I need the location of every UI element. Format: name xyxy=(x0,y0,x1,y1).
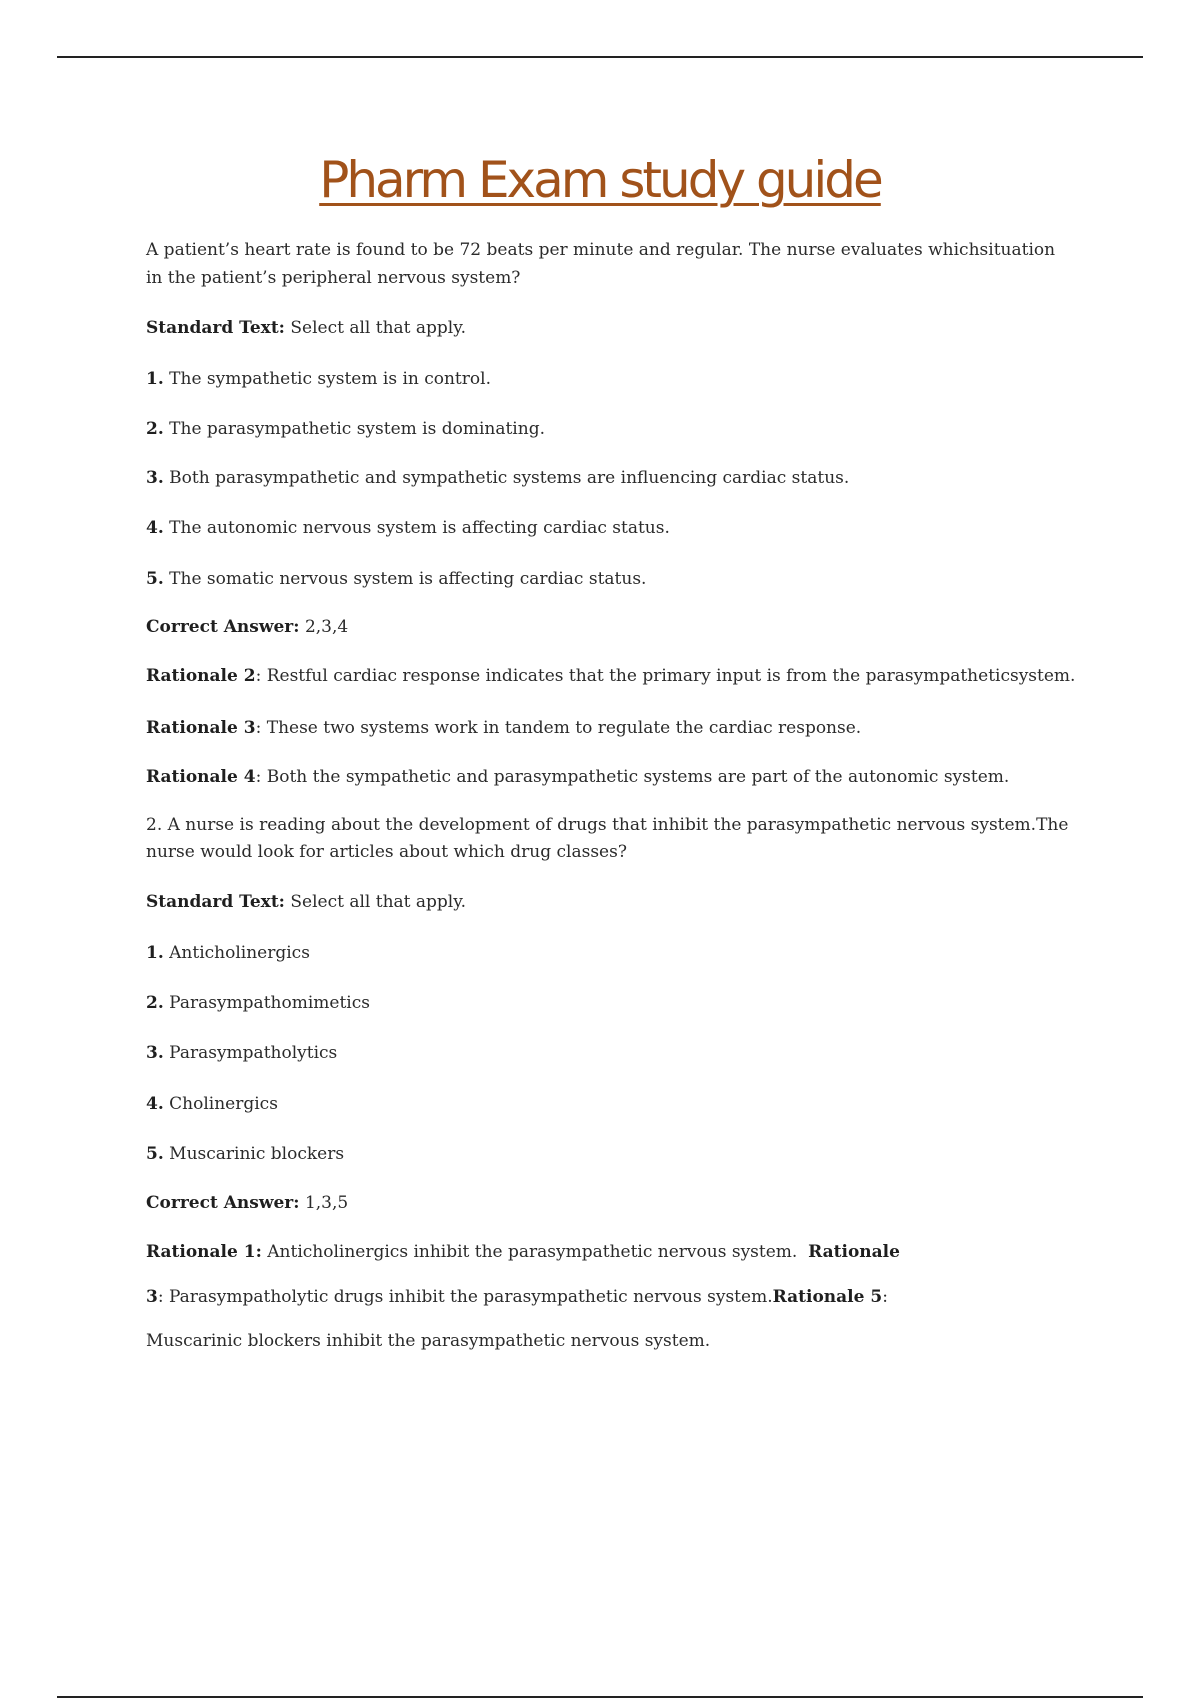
q2-rationale-3-label-end: 3 xyxy=(146,1287,158,1307)
q1-rationale-2-label: Rationale 2 xyxy=(146,666,256,686)
q2-standard-text xyxy=(146,888,1066,916)
q2-answer-value: 1,3,5 xyxy=(304,1193,349,1213)
q1-option-3-number: 3. xyxy=(146,468,164,488)
q2-rationale-5-label: Rationale 5 xyxy=(772,1287,883,1307)
question-2-stem-line-1: 2. A nurse is reading about the development of drugs that inhibit the parasympathetic nervous system.The xyxy=(146,815,1069,835)
q2-option-3 xyxy=(146,1039,1066,1067)
q2-rationale-5-colon: : xyxy=(882,1287,888,1307)
q1-rationale-4-label: Rationale 4 xyxy=(146,767,256,787)
q2-option-1 xyxy=(146,939,1066,967)
q2-rationale-1-label: Rationale 1: xyxy=(146,1242,262,1262)
q2-rationale-line-3: Muscarinic blockers inhibit the parasympathetic nervous system. xyxy=(146,1331,711,1351)
q2-rationale-3-label-start: Rationale xyxy=(808,1242,900,1262)
q1-answer-label: Correct Answer: xyxy=(146,617,300,637)
q2-option-4 xyxy=(146,1090,1066,1118)
top-rule xyxy=(57,56,1143,58)
q1-rationale-2-text: : Restful cardiac response indicates that the primary input is from the parasympatheticsystem. xyxy=(255,666,1076,686)
q1-option-4-text: The autonomic nervous system is affecting cardiac status. xyxy=(169,518,670,538)
question-1-stem: A patient’s heart rate is found to be 72 beats per minute and regular. The nurse evaluates whichsituation in the patient’s peripheral nervous system? xyxy=(146,240,1056,288)
q1-standard-text xyxy=(146,314,1066,342)
q2-answer-label: Correct Answer: xyxy=(146,1193,300,1213)
q2-option-1-number: 1. xyxy=(146,943,164,963)
q2-option-5-text: Muscarinic blockers xyxy=(169,1144,345,1164)
q2-option-3-text: Parasympatholytics xyxy=(169,1043,338,1063)
q1-rationale-3 xyxy=(146,714,1066,742)
q1-option-2-number: 2. xyxy=(146,419,164,439)
q1-rationale-4 xyxy=(146,763,1066,791)
question-2-stem-line-2: nurse would look for articles about which drug classes? xyxy=(146,842,627,862)
q2-correct-answer xyxy=(146,1189,1066,1217)
q2-rationale-1-text: Anticholinergics inhibit the parasympathetic nervous system. xyxy=(267,1242,798,1262)
q2-option-5-number: 5. xyxy=(146,1144,164,1164)
bottom-rule xyxy=(57,1696,1143,1698)
q2-option-5 xyxy=(146,1140,1066,1168)
q1-rationale-2 xyxy=(146,662,1076,690)
q1-option-2 xyxy=(146,415,1066,443)
q1-option-3-text: Both parasympathetic and sympathetic systems are influencing cardiac status. xyxy=(169,468,850,488)
q2-standard-value: Select all that apply. xyxy=(290,892,466,912)
q1-answer-value: 2,3,4 xyxy=(304,617,349,637)
q2-option-4-number: 4. xyxy=(146,1094,164,1114)
q1-option-4-number: 4. xyxy=(146,518,164,538)
q2-rationale-line-2 xyxy=(146,1283,1066,1311)
q1-rationale-4-text: : Both the sympathetic and parasympathetic systems are part of the autonomic system. xyxy=(255,767,1010,787)
q1-correct-answer xyxy=(146,613,1066,641)
q1-rationale-3-label: Rationale 3 xyxy=(146,718,256,738)
q2-rationale-3-text: : Parasympatholytic drugs inhibit the parasympathetic nervous system. xyxy=(157,1287,773,1307)
page-title: Pharm Exam study guide xyxy=(319,151,881,209)
q1-option-1-text: The sympathetic system is in control. xyxy=(169,369,491,389)
q1-option-1 xyxy=(146,365,1066,393)
q2-rationale-line-1 xyxy=(146,1238,1066,1266)
q2-option-3-number: 3. xyxy=(146,1043,164,1063)
q1-option-2-text: The parasympathetic system is dominating. xyxy=(169,419,545,439)
q1-option-5-text: The somatic nervous system is affecting cardiac status. xyxy=(169,569,647,589)
q2-option-4-text: Cholinergics xyxy=(169,1094,278,1114)
q1-standard-value: Select all that apply. xyxy=(290,318,466,338)
q1-option-4 xyxy=(146,514,1066,542)
q1-rationale-3-text: : These two systems work in tandem to regulate the cardiac response. xyxy=(255,718,862,738)
q2-option-2-number: 2. xyxy=(146,993,164,1013)
q1-option-1-number: 1. xyxy=(146,369,164,389)
q2-option-2-text: Parasympathomimetics xyxy=(169,993,370,1013)
q1-standard-label: Standard Text: xyxy=(146,318,285,338)
q1-option-5 xyxy=(146,565,1066,593)
q2-option-2 xyxy=(146,989,1066,1017)
q1-option-3 xyxy=(146,464,1066,492)
q2-option-1-text: Anticholinergics xyxy=(169,943,310,963)
q2-standard-label: Standard Text: xyxy=(146,892,285,912)
q1-option-5-number: 5. xyxy=(146,569,164,589)
